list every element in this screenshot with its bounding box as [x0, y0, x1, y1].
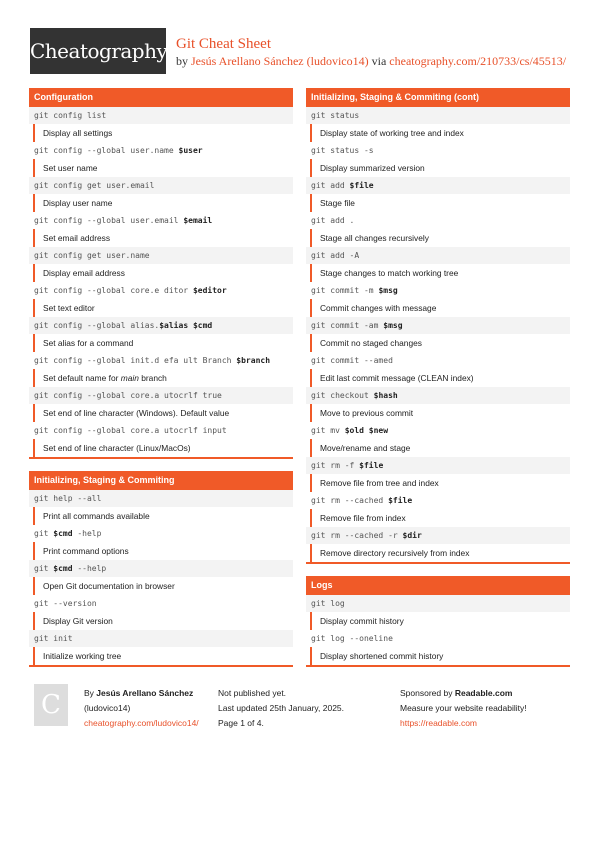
command-text	[29, 142, 293, 159]
command: git log --oneline	[311, 634, 393, 643]
command-argument: $hash	[373, 391, 398, 400]
description-part: branch	[138, 373, 167, 383]
command-text	[29, 177, 293, 194]
command-text	[306, 317, 570, 334]
command-argument: $dir	[402, 531, 422, 540]
command-description: Move/rename and stage	[310, 439, 570, 457]
command-text	[306, 142, 570, 159]
command-argument: $user	[178, 146, 203, 155]
command-description: Display all settings	[33, 124, 293, 142]
header	[30, 28, 570, 74]
section-init-cont	[306, 88, 570, 564]
command: git checkout	[311, 391, 374, 400]
command-text	[29, 247, 293, 264]
last-updated: Last updated 25th January, 2025.	[218, 703, 345, 713]
command: git config --global init.d efa ult Branch	[34, 356, 237, 365]
section-title: Initializing, Staging & Commiting (cont)	[306, 88, 570, 107]
cheat-row	[29, 387, 293, 422]
command-argument: $branch	[236, 356, 271, 365]
cheat-row	[29, 142, 293, 177]
command: git add .	[311, 216, 355, 225]
cheat-row	[306, 422, 570, 457]
command: git	[34, 564, 54, 573]
command-description: Set user name	[33, 159, 293, 177]
by-prefix: by	[176, 54, 191, 68]
command-description: Display commit history	[310, 612, 570, 630]
cheat-row	[306, 595, 570, 630]
cheat-row	[306, 247, 570, 282]
page-number: Page 1 of 4.	[218, 718, 264, 728]
command-text	[306, 595, 570, 612]
command-text	[29, 595, 293, 612]
cheat-row	[29, 525, 293, 560]
section-title: Configuration	[29, 88, 293, 107]
cheat-row	[29, 107, 293, 142]
command-argument: $file	[349, 181, 374, 190]
footer-author-name[interactable]: Jesús Arellano Sánchez	[96, 688, 194, 698]
command: git config --global user.name	[34, 146, 179, 155]
command-text	[306, 492, 570, 509]
command: git	[34, 529, 54, 538]
sponsor-tagline: Measure your website readability!	[400, 703, 527, 713]
command-text	[306, 247, 570, 264]
command-description: Set end of line character (Linux/MacOs)	[33, 439, 293, 457]
command-description: Commit no staged changes	[310, 334, 570, 352]
footer-author	[84, 686, 199, 731]
command-description: Edit last commit message (CLEAN index)	[310, 369, 570, 387]
section-rows	[306, 107, 570, 562]
sponsor-name[interactable]: Readable.com	[454, 688, 513, 698]
command-description: Remove file from index	[310, 509, 570, 527]
command: git --version	[34, 599, 97, 608]
cheat-row	[29, 247, 293, 282]
command: git rm --cached -r	[311, 531, 403, 540]
section-title: Logs	[306, 576, 570, 595]
command-description: Display shortened commit history	[310, 647, 570, 665]
cheat-row	[306, 282, 570, 317]
command: git rm -f	[311, 461, 360, 470]
command-argument: $file	[388, 496, 413, 505]
command-text	[306, 352, 570, 369]
cheat-row	[29, 317, 293, 352]
command: git log	[311, 599, 345, 608]
command-suffix: -help	[72, 529, 102, 538]
command-argument: $cmd	[53, 564, 73, 573]
command-argument: $file	[359, 461, 384, 470]
command: git config --global alias.	[34, 321, 160, 330]
section-rows	[29, 490, 293, 665]
cheat-row	[306, 492, 570, 527]
command-suffix: --help	[72, 564, 107, 573]
cheat-row	[29, 560, 293, 595]
command-description: Set text editor	[33, 299, 293, 317]
command-text	[29, 630, 293, 647]
command-text	[306, 387, 570, 404]
cheat-row	[306, 107, 570, 142]
command-description: Remove file from tree and index	[310, 474, 570, 492]
via-text: via	[368, 54, 390, 68]
command-text	[29, 560, 293, 577]
command-description: Display email address	[33, 264, 293, 282]
command-text	[29, 387, 293, 404]
cheat-row	[306, 457, 570, 492]
command-argument: $alias $cmd	[159, 321, 213, 330]
cheat-row	[306, 317, 570, 352]
cheat-row	[29, 352, 293, 387]
command-description: Set alias for a command	[33, 334, 293, 352]
section-rows	[306, 595, 570, 665]
command-text	[306, 212, 570, 229]
command-description: Display user name	[33, 194, 293, 212]
command-description: Display Git version	[33, 612, 293, 630]
command: git commit -m	[311, 286, 379, 295]
cheat-row	[29, 490, 293, 525]
cheat-row	[306, 352, 570, 387]
command: git config --global core.a utocrlf input	[34, 426, 227, 435]
command-description: Open Git documentation in browser	[33, 577, 293, 595]
left-column	[29, 88, 293, 679]
command-description: Initialize working tree	[33, 647, 293, 665]
cheat-row	[306, 177, 570, 212]
command: git config --global user.email	[34, 216, 184, 225]
command-description: Set end of line character (Windows). Default value	[33, 404, 293, 422]
section-init	[29, 471, 293, 667]
command-text	[306, 422, 570, 439]
sponsor-url[interactable]: https://readable.com	[400, 718, 478, 728]
command-argument: $email	[183, 216, 213, 225]
author-link[interactable]: Jesús Arellano Sánchez (ludovico14)	[191, 54, 369, 68]
page-title: Git Cheat Sheet	[176, 36, 271, 52]
command-text	[29, 282, 293, 299]
publish-status: Not published yet.	[218, 688, 287, 698]
command-text	[29, 212, 293, 229]
description-part: main	[120, 373, 139, 383]
command: git config list	[34, 111, 107, 120]
cheat-row	[29, 595, 293, 630]
command: git commit -am	[311, 321, 384, 330]
command-description: Stage file	[310, 194, 570, 212]
command: git status	[311, 111, 360, 120]
footer	[30, 684, 570, 744]
command-argument: $editor	[192, 286, 227, 295]
cheatography-logo[interactable]: Cheatography	[30, 28, 166, 74]
footer-sponsor	[400, 686, 527, 731]
command-description: Display summarized version	[310, 159, 570, 177]
command-text	[29, 525, 293, 542]
command: git config --global core.e ditor	[34, 286, 193, 295]
section-rows	[29, 107, 293, 457]
command-description: Stage changes to match working tree	[310, 264, 570, 282]
command-text	[306, 282, 570, 299]
command-text	[29, 422, 293, 439]
command-description: Print command options	[33, 542, 293, 560]
command-description: Stage all changes recursively	[310, 229, 570, 247]
command-description: Move to previous commit	[310, 404, 570, 422]
command-text	[306, 630, 570, 647]
command-text	[29, 490, 293, 507]
command-description: Commit changes with message	[310, 299, 570, 317]
command-text	[29, 352, 293, 369]
command-text	[306, 107, 570, 124]
command: git config get user.name	[34, 251, 150, 260]
section-title: Initializing, Staging & Commiting	[29, 471, 293, 490]
cheat-row	[306, 527, 570, 562]
cheat-row	[306, 212, 570, 247]
command: git status -s	[311, 146, 374, 155]
section-logs	[306, 576, 570, 667]
cheat-row	[306, 387, 570, 422]
footer-status	[218, 686, 344, 731]
command-argument: $old $new	[344, 426, 389, 435]
command: git add	[311, 181, 350, 190]
sponsored-by: Sponsored by	[400, 688, 455, 698]
command-argument: $cmd	[53, 529, 73, 538]
command-text	[29, 317, 293, 334]
command: git commit --amed	[311, 356, 393, 365]
command: git config get user.email	[34, 181, 155, 190]
command-description: Set email address	[33, 229, 293, 247]
command: git add -A	[311, 251, 360, 260]
right-column	[306, 88, 570, 679]
byline	[176, 54, 566, 69]
footer-handle: (ludovico14)	[84, 703, 131, 713]
cheat-row	[29, 422, 293, 457]
footer-author-url[interactable]: cheatography.com/ludovico14/	[84, 718, 199, 728]
command-argument: $msg	[383, 321, 403, 330]
command-text	[306, 177, 570, 194]
sheet-url-link[interactable]: cheatography.com/210733/cs/45513/	[389, 54, 567, 68]
cheat-row	[29, 282, 293, 317]
command-text	[306, 527, 570, 544]
command-description: Print all commands available	[33, 507, 293, 525]
command-description	[33, 369, 293, 387]
cheat-row	[29, 630, 293, 665]
command: git rm --cached	[311, 496, 389, 505]
command-description: Remove directory recursively from index	[310, 544, 570, 562]
cheat-row	[29, 177, 293, 212]
command: git help --all	[34, 494, 102, 503]
cheat-row	[306, 142, 570, 177]
cheat-row	[29, 212, 293, 247]
command-argument: $msg	[378, 286, 398, 295]
command: git config --global core.a utocrlf true	[34, 391, 222, 400]
cheat-row	[306, 630, 570, 665]
description-part: Set default name for	[43, 373, 121, 383]
command-text	[306, 457, 570, 474]
cheatography-footer-logo: C	[34, 684, 68, 726]
footer-by: By	[84, 688, 97, 698]
command: git mv	[311, 426, 345, 435]
command: git init	[34, 634, 73, 643]
command-description: Display state of working tree and index	[310, 124, 570, 142]
command-text	[29, 107, 293, 124]
section-configuration	[29, 88, 293, 459]
